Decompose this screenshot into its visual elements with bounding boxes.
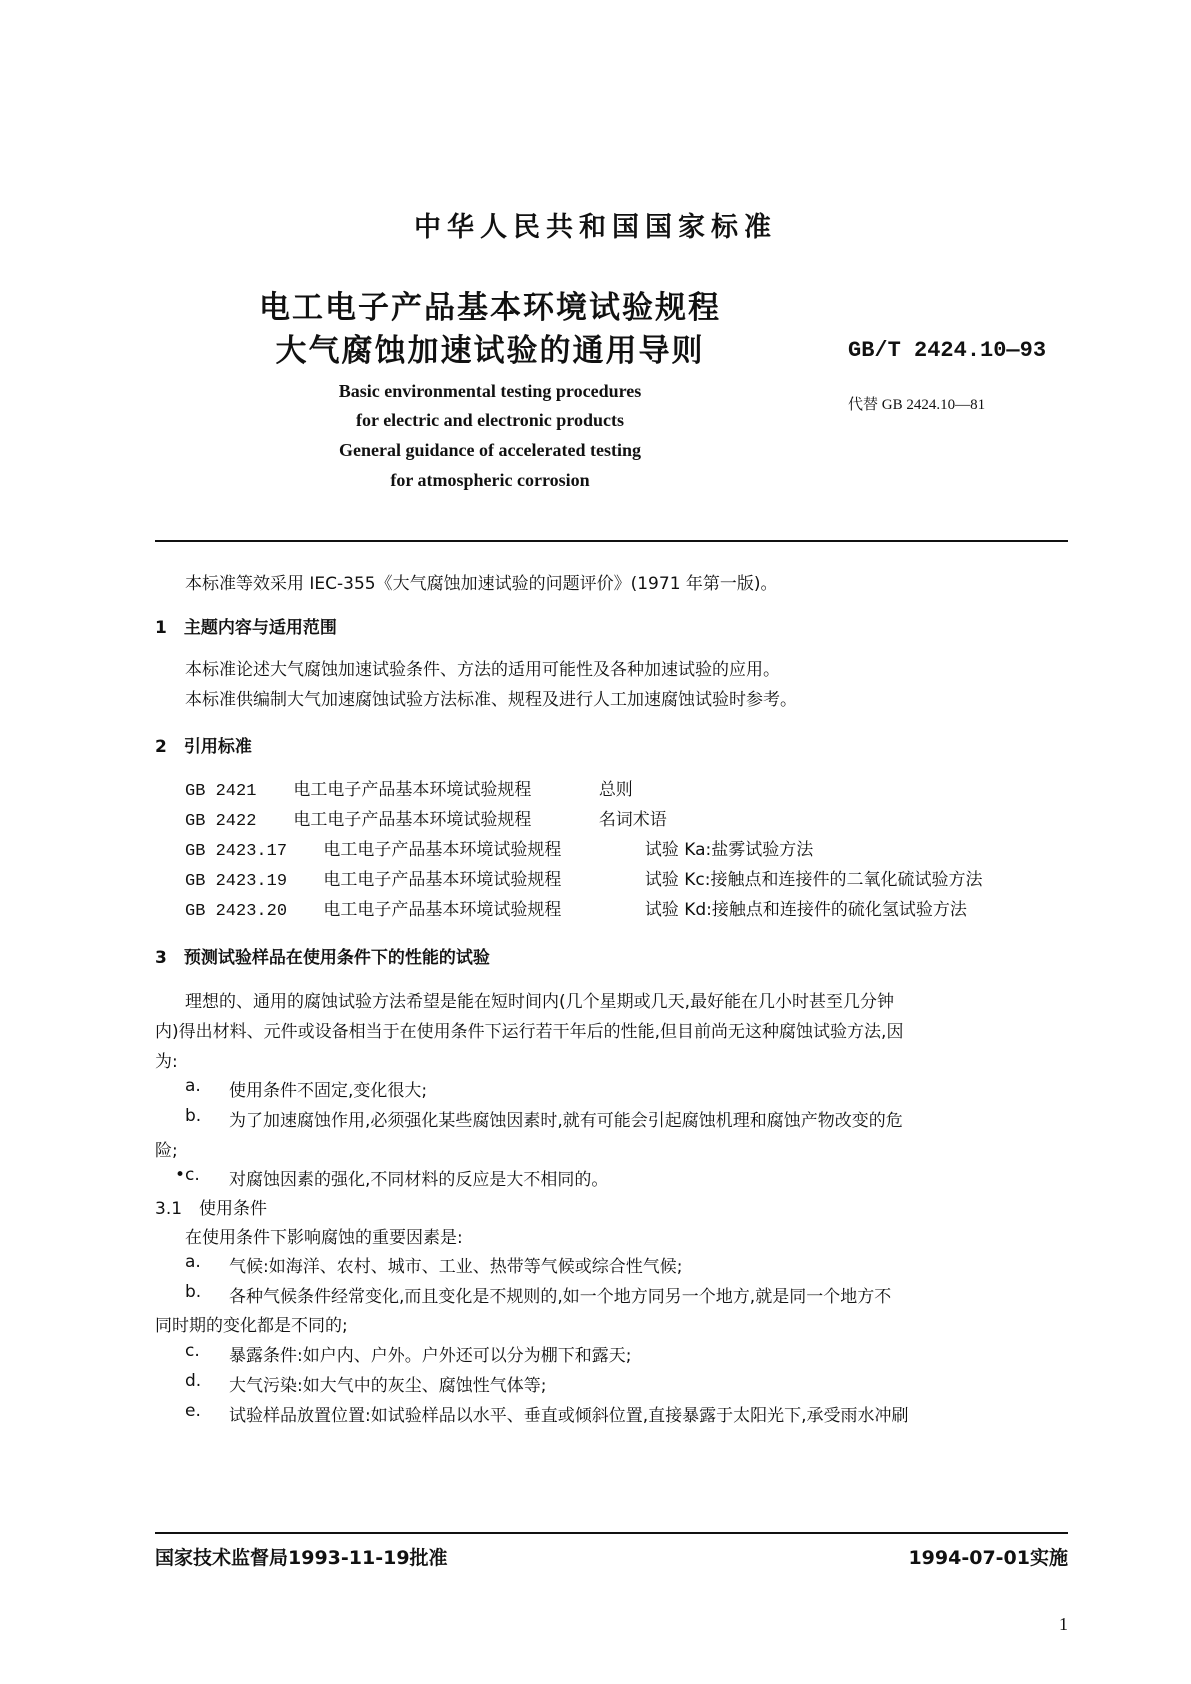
list-item-text: 对腐蚀因素的强化,不同材料的反应是大不相同的。: [229, 1170, 609, 1190]
list-item-index: a.: [185, 1076, 201, 1096]
reference-row: [185, 835, 1068, 861]
reference-part: 总则: [598, 780, 633, 800]
section-1-heading: 1 主题内容与适用范围: [155, 618, 337, 638]
implementation-date: 1994-07-01实施: [908, 1547, 1068, 1569]
section-1-paragraph-1: 本标准论述大气腐蚀加速试验条件、方法的适用可能性及各种加速试验的应用。: [185, 660, 780, 680]
reference-row: [185, 895, 1068, 921]
title-en-line-1: Basic environmental testing procedures: [338, 381, 642, 401]
reference-code: GB 2423.17: [185, 842, 288, 861]
list-item-text: 试验样品放置位置:如试验样品以水平、垂直或倾斜位置,直接暴露于太阳光下,承受雨水冲刷: [229, 1406, 909, 1426]
header-divider: [155, 540, 1068, 542]
reference-name: 电工电子产品基本环境试验规程: [323, 840, 562, 860]
subsection-3-1-heading: 3.1 使用条件: [155, 1199, 268, 1219]
reference-part: 名词术语: [598, 810, 667, 830]
footer-divider: [155, 1532, 1068, 1534]
list-item-continuation: 同时期的变化都是不同的;: [155, 1316, 348, 1336]
list-item-text: 使用条件不固定,变化很大;: [229, 1081, 428, 1101]
title-en-line-4: for atmospheric corrosion: [390, 470, 590, 490]
section-2-heading: 2 引用标准: [155, 737, 252, 757]
reference-row: [185, 775, 1068, 801]
subsection-3-1-lead: 在使用条件下影响腐蚀的重要因素是:: [185, 1228, 463, 1248]
list-item-index: e.: [185, 1401, 201, 1421]
reference-row: [185, 865, 1068, 891]
section-1-paragraph-2: 本标准供编制大气加速腐蚀试验方法标准、规程及进行人工加速腐蚀试验时参考。: [185, 690, 797, 710]
list-item-index: b.: [185, 1282, 202, 1302]
standard-code: GB/T 2424.10—93: [848, 338, 1047, 363]
reference-code: GB 2421: [185, 782, 257, 801]
reference-name: 电工电子产品基本环境试验规程: [323, 900, 562, 920]
reference-name: 电工电子产品基本环境试验规程: [293, 810, 532, 830]
section-3-paragraph-line: 内)得出材料、元件或设备相当于在使用条件下运行若干年后的性能,但目前尚无这种腐蚀试验方法,因: [155, 1022, 904, 1042]
title-zh-line-1: 电工电子产品基本环境试验规程: [259, 290, 721, 326]
list-item-continuation: 险;: [155, 1141, 178, 1161]
issuing-nation-heading: 中华人民共和国国家标准: [414, 212, 777, 243]
reference-name: 电工电子产品基本环境试验规程: [323, 870, 562, 890]
list-item-index: b.: [185, 1106, 202, 1126]
list-item-text: 气候:如海洋、农村、城市、工业、热带等气候或综合性气候;: [229, 1257, 683, 1277]
reference-part: 试验 Kc:接触点和连接件的二氧化硫试验方法: [644, 870, 983, 890]
title-en-line-2: for electric and electronic products: [356, 410, 624, 430]
reference-part: 试验 Ka:盐雾试验方法: [644, 840, 814, 860]
approval-date: 国家技术监督局1993-11-19批准: [155, 1547, 448, 1569]
list-item-index: c.: [185, 1341, 200, 1361]
reference-code: GB 2423.19: [185, 872, 288, 891]
reference-code: GB 2423.20: [185, 902, 288, 921]
list-item-index: a.: [185, 1252, 201, 1272]
section-3-paragraph-line: 理想的、通用的腐蚀试验方法希望是能在短时间内(几个星期或几天,最好能在几小时甚至几分钟: [185, 992, 895, 1012]
section-3-paragraph-line: 为:: [155, 1052, 178, 1072]
reference-code: GB 2422: [185, 812, 257, 831]
list-item-text: 各种气候条件经常变化,而且变化是不规则的,如一个地方同另一个地方,就是同一个地方不: [229, 1287, 892, 1307]
page-number: 1: [1059, 1614, 1068, 1634]
title-en-line-3: General guidance of accelerated testing: [339, 440, 641, 460]
list-item-text: 暴露条件:如户内、户外。户外还可以分为棚下和露天;: [229, 1346, 632, 1366]
reference-name: 电工电子产品基本环境试验规程: [293, 780, 532, 800]
reference-part: 试验 Kd:接触点和连接件的硫化氢试验方法: [644, 900, 967, 920]
title-zh-line-2: 大气腐蚀加速试验的通用导则: [275, 333, 705, 369]
list-item-index: d.: [185, 1371, 202, 1391]
replaces-standard: 代替 GB 2424.10—81: [848, 397, 986, 413]
list-item-text: 大气污染:如大气中的灰尘、腐蚀性气体等;: [229, 1376, 547, 1396]
intro-paragraph: 本标准等效采用 IEC-355《大气腐蚀加速试验的问题评价》(1971 年第一版)。: [185, 574, 778, 594]
list-item-text: 为了加速腐蚀作用,必须强化某些腐蚀因素时,就有可能会引起腐蚀机理和腐蚀产物改变的危: [229, 1111, 903, 1131]
section-3-heading: 3 预测试验样品在使用条件下的性能的试验: [155, 948, 490, 968]
list-item-index: •c.: [175, 1165, 200, 1185]
reference-row: [185, 805, 1068, 831]
